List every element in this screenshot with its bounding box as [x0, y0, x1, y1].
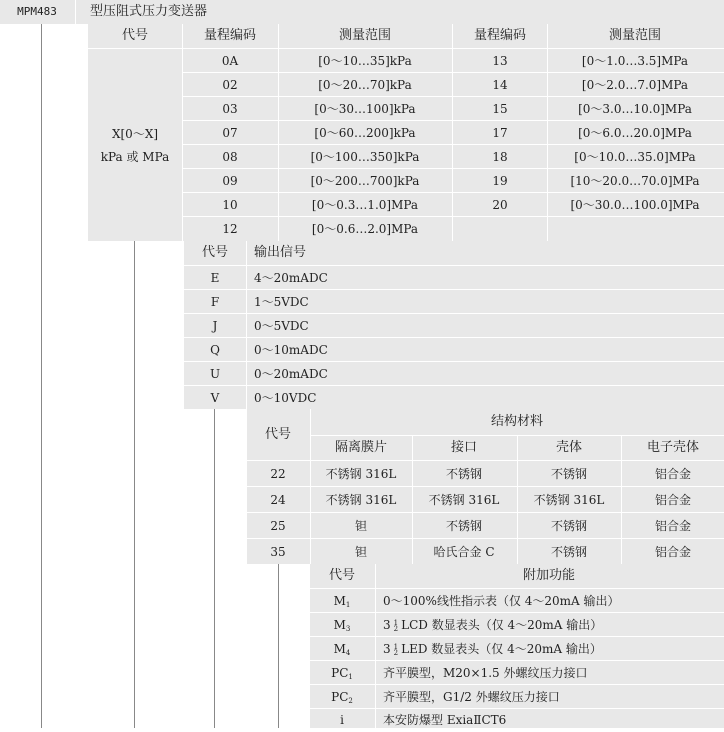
material-cell: 铝合金: [654, 545, 692, 559]
range-code: 18: [492, 150, 508, 164]
connector-line: [134, 241, 135, 728]
function-text: 本安防爆型 ExiaⅡCT6: [383, 713, 507, 727]
material-cell: 钽: [354, 545, 368, 559]
range-value: [0～60…200]kPa: [314, 126, 416, 140]
range-value: [0～0.6…2.0]MPa: [311, 222, 419, 236]
function-code: $PC_2$: [331, 690, 353, 705]
range-code: 15: [492, 102, 508, 116]
measure-range-header: 测量范围: [608, 28, 662, 43]
material-col-header: 电子壳体: [646, 440, 700, 455]
material-cell: 哈氏合金 C: [433, 545, 495, 559]
material-cell: 不锈钢: [445, 467, 483, 481]
output-code: Q: [210, 343, 220, 357]
material-cell: 不锈钢: [550, 467, 588, 481]
function-code: $M_4$: [333, 642, 351, 657]
material-code: 22: [270, 467, 286, 481]
range-code: 20: [492, 198, 508, 212]
measure-range-header: 测量范围: [338, 28, 392, 43]
function-code: $M_1$: [333, 594, 351, 609]
range-code-header: 代号: [121, 28, 149, 43]
output-signal-header: 输出信号: [254, 245, 307, 260]
range-value: [10～20.0…70.0]MPa: [570, 174, 700, 188]
output-signal: 0～10VDC: [254, 391, 317, 405]
material-code: 24: [270, 493, 286, 507]
output-code: J: [212, 319, 218, 333]
material-cell: 不锈钢: [550, 519, 588, 533]
output-code-header: 代号: [201, 245, 229, 260]
function-text: 齐平膜型，G1/2 外螺纹压力接口: [383, 690, 560, 704]
material-cell: 不锈钢: [550, 545, 588, 559]
range-value: [0～30…100]kPa: [314, 102, 416, 116]
range-code: 02: [222, 78, 238, 92]
material-col-header: 接口: [450, 440, 478, 455]
output-signal: 1～5VDC: [254, 295, 309, 309]
range-value: [0～200…700]kPa: [310, 174, 420, 188]
material-cell: 铝合金: [654, 519, 692, 533]
function-header: 附加功能: [522, 568, 576, 583]
function-code-header: 代号: [328, 568, 356, 583]
range-value: [0～10…35]kPa: [318, 54, 412, 68]
material-cell: 不锈钢 316L: [533, 493, 605, 507]
function-code: $M_3$: [333, 618, 351, 633]
range-value: [0～3.0…10.0]MPa: [578, 102, 692, 116]
function-code: $PC_1$: [331, 666, 353, 681]
output-code: U: [209, 367, 221, 381]
output-code: E: [210, 271, 220, 285]
range-code: 17: [492, 126, 508, 140]
material-cell: 铝合金: [654, 467, 692, 481]
output-signal: 0～10mADC: [254, 343, 328, 357]
range-value: [0～0.3…1.0]MPa: [311, 198, 419, 212]
material-code: 25: [270, 519, 286, 533]
material-cell: 不锈钢 316L: [325, 493, 397, 507]
range-code: 13: [492, 54, 508, 68]
connector-line: [214, 409, 215, 728]
range-code: 03: [222, 102, 238, 116]
function-text: 3 1 2 LCD 数显表头（仅 4～20mA 输出）: [383, 618, 603, 633]
model-code: MPM483: [17, 5, 57, 18]
range-code: 09: [222, 174, 238, 188]
range-code: 19: [492, 174, 508, 188]
material-cell: 不锈钢: [445, 519, 483, 533]
material-code: 35: [270, 545, 286, 559]
output-signal: 4～20mADC: [254, 271, 328, 285]
function-text: 0～100%线性指示表（仅 4～20mA 输出）: [383, 594, 620, 608]
range-code: 10: [222, 198, 238, 212]
range-code: 12: [222, 222, 238, 236]
range-value: [0～6.0…20.0]MPa: [578, 126, 692, 140]
connector-line: [278, 564, 279, 728]
output-signal: 0～5VDC: [254, 319, 309, 333]
output-code: V: [210, 391, 220, 405]
output-code: F: [210, 295, 220, 309]
material-col-header: 隔离膜片: [334, 440, 388, 455]
function-text: 齐平膜型，M20×1.5 外螺纹压力接口: [383, 666, 588, 680]
range-value: [0～20…70]kPa: [318, 78, 412, 92]
range-code-col-header: 量程编码: [473, 28, 527, 43]
range-value: [0～1.0…3.5]MPa: [581, 54, 689, 68]
connector-line: [41, 24, 42, 728]
range-value: [0～100…350]kPa: [310, 150, 420, 164]
page-title: 型压阻式压力变送器: [90, 4, 208, 19]
range-code: 14: [492, 78, 508, 92]
function-text: 3 1 2 LED 数显表头（仅 4～20mA 输出）: [383, 642, 602, 657]
material-cell: 钽: [354, 519, 368, 533]
range-code: 07: [222, 126, 238, 140]
material-col-header: 壳体: [555, 440, 583, 455]
range-value: [0～2.0…7.0]MPa: [581, 78, 689, 92]
material-group-header: 结构材料: [490, 414, 544, 429]
range-code: 0A: [221, 54, 239, 68]
function-code: i: [340, 713, 344, 727]
range-code-value: X[0～X]: [111, 127, 159, 141]
material-cell: 不锈钢 316L: [325, 467, 397, 481]
range-code: 08: [222, 150, 238, 164]
range-unit-value: kPa 或 MPa: [100, 150, 170, 164]
material-cell: 铝合金: [654, 493, 692, 507]
material-cell: 不锈钢 316L: [428, 493, 500, 507]
range-value: [0～10.0…35.0]MPa: [574, 150, 696, 164]
range-value: [0～30.0…100.0]MPa: [570, 198, 700, 212]
range-code-col-header: 量程编码: [203, 28, 257, 43]
output-signal: 0～20mADC: [254, 367, 328, 381]
material-code-header: 代号: [264, 427, 292, 442]
